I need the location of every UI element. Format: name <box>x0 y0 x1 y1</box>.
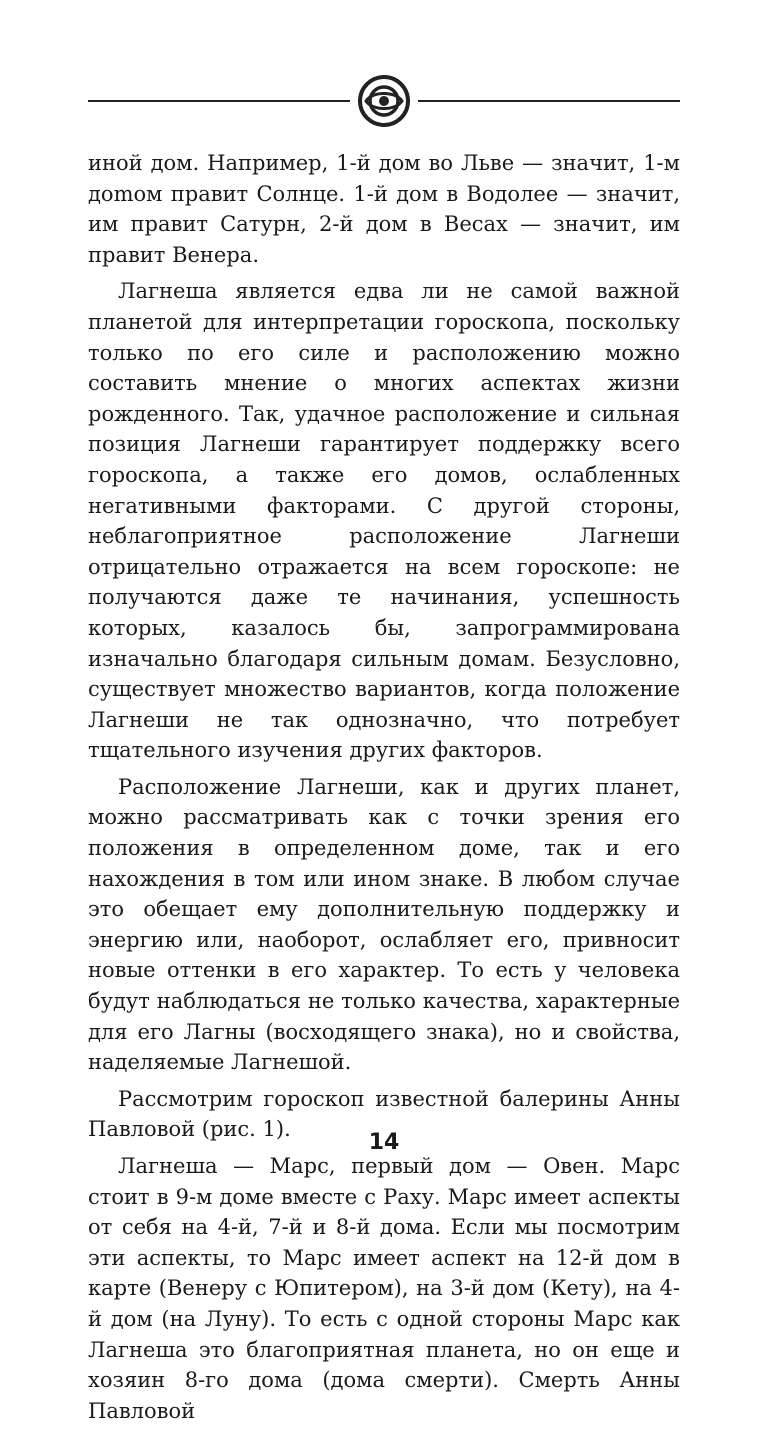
header-rule-left <box>88 100 350 102</box>
page-number: 14 <box>368 1130 400 1155</box>
ornament-icon <box>356 74 412 128</box>
page-header <box>88 74 680 128</box>
paragraph-4: Рассмотрим гороскоп известной балерины Анны Павловой (рис. 1). <box>88 1086 680 1142</box>
paragraph-1: иной дом. Например, 1-й дом во Льве — значит, 1-м доmом правит Солнце. 1-й дом в Водолее — значит, им правит Сатурн, 2-й дом в Весах — значит, им правит Венера. <box>88 151 680 267</box>
header-rule-right <box>418 100 680 102</box>
paragraph-5: Лагнеша — Марс, первый дом — Овен. Марс стоит в 9-м доме вместе с Раху. Марс имеет аспекты от себя на 4-й, 7-й и 8-й дома. Если мы посмотрим эти аспекты, то Марс имеет аспект на 12-й дом в карте (Венеру с Юпитером), на 3-й дом (Кету), на 4-й дом (на Луну). То есть с одной стороны Марс как Лагнеша это благоприятная планета, но он еще и хозяин 8-го дома (дома смерти). Смерть Анны Павловой <box>88 1154 680 1423</box>
body-text <box>88 148 680 1432</box>
paragraph-2: Лагнеша является едва ли не самой важной планетой для интерпретации гороскопа, поскольку только по его силе и расположению можно составить мнение о многих аспектах жизни рожденного. Так, удачное расположение и сильная позиция Лагнеши гарантирует поддержку всего гороскопа, а также его домов, ослабленных негативными факторами. С другой стороны, неблагоприятное расположение Лагнеши отрицательно отражается на всем гороскопе: не получаются даже те начинания, успешность которых, казалось бы, запрограммирована изначально благодаря сильным домам. Безусловно, существует множество вариантов, когда положение Лагнеши не так однозначно, что потребует тщательного изучения других факторов. <box>88 279 680 763</box>
paragraph-3: Расположение Лагнеши, как и других планет, можно рассматривать как с точки зрения его положения в определенном доме, так и его нахождения в том или ином знаке. В любом случае это обещает ему дополнительную поддержку и энергию или, наоборот, ослабляет его, привносит новые оттенки в его характер. То есть у человека будут наблюдаться не только качества, характерные для его Лагны (восходящего знака), но и свойства, наделяемые Лагнешой. <box>88 774 680 1075</box>
